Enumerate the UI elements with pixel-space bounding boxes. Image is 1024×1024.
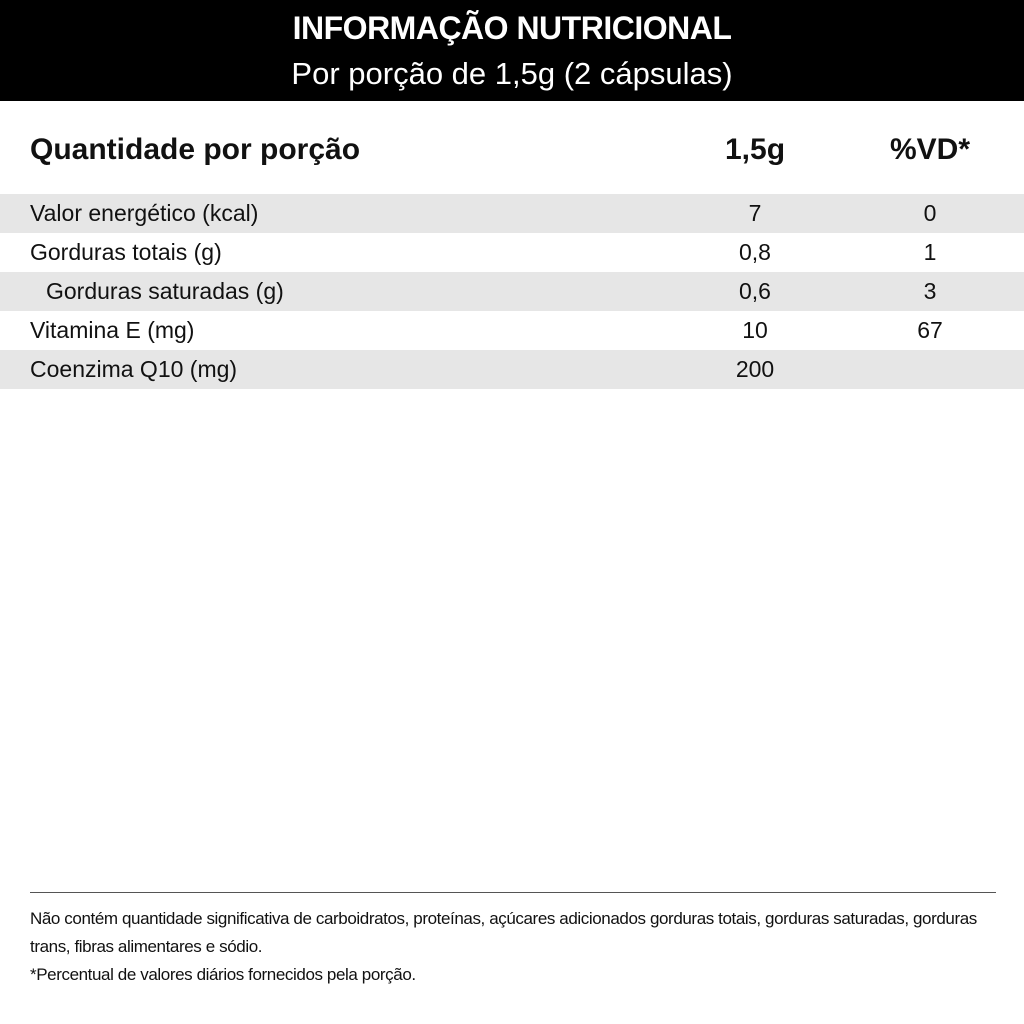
nutrient-label: Gorduras totais (g)	[30, 239, 222, 265]
footnotes	[30, 905, 1000, 989]
nutrient-amount: 7	[748, 200, 762, 226]
nutrient-amount: 0,6	[739, 278, 771, 304]
nutrient-label: Vitamina E (mg)	[30, 317, 195, 343]
nutrient-daily-value: 67	[917, 317, 943, 343]
page-title: INFORMAÇÃO NUTRICIONAL	[292, 10, 732, 46]
footnote-not-significant: Não contém quantidade significativa de carboidratos, proteínas, açúcares adicionados gorduras totais, gorduras saturadas, gorduras trans, fibras alimentares e sódio.	[30, 909, 977, 956]
footnote-daily-value: *Percentual de valores diários fornecidos pela porção.	[30, 965, 416, 984]
column-header-amount: 1,5g	[724, 133, 786, 166]
nutrient-amount: 10	[742, 317, 768, 343]
nutrient-amount: 200	[735, 356, 775, 382]
nutrient-label: Valor energético (kcal)	[30, 200, 259, 226]
table-row	[0, 350, 1024, 389]
column-header-quantity: Quantidade por porção	[30, 133, 361, 166]
table-row	[0, 233, 1024, 272]
nutrient-daily-value: 1	[923, 239, 937, 265]
nutrient-daily-value: 0	[923, 200, 937, 226]
footnote-divider	[30, 892, 996, 893]
header-banner	[0, 0, 1024, 101]
column-header-daily-value: %VD*	[889, 133, 971, 166]
nutrient-label: Gorduras saturadas (g)	[46, 278, 284, 304]
nutrition-table	[0, 194, 1024, 389]
table-row	[0, 272, 1024, 311]
nutrient-daily-value	[855, 350, 1005, 389]
nutrient-amount: 0,8	[739, 239, 771, 265]
serving-size-subtitle: Por porção de 1,5g (2 cápsulas)	[291, 56, 733, 91]
nutrient-daily-value: 3	[923, 278, 937, 304]
table-row	[0, 311, 1024, 350]
nutrient-label: Coenzima Q10 (mg)	[30, 356, 238, 382]
table-row	[0, 194, 1024, 233]
